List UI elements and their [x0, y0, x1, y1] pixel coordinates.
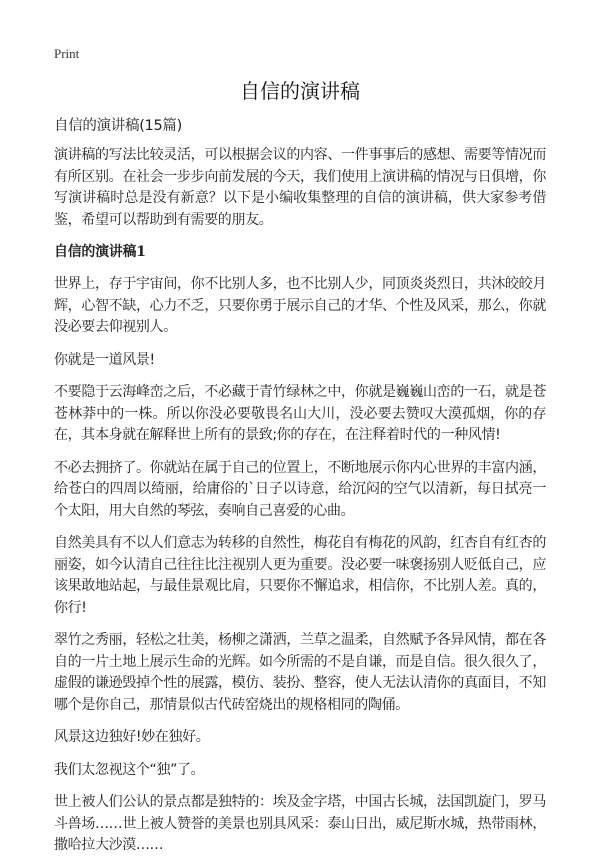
- paragraph: 风景这边独好!妙在独好。: [54, 729, 210, 745]
- paragraph: 翠竹之秀丽，轻松之壮美，杨柳之潇洒，兰草之温柔，自然赋予各异风情，都在各自的一片土地上展示生命的光辉。如今所需的不是自谦，而是自信。很久很久了，虚假的谦逊毁掉个性的展露，模仿、装扮、整容，使人无法认清你的真面目，不知哪个是你自己，那情景似古代砖窑烧出的规格相同的陶俑。: [54, 632, 546, 713]
- paragraph: 你就是一道风景!: [54, 351, 155, 368]
- document-subtitle: 自信的演讲稿(15篇): [54, 118, 182, 134]
- section-heading: 自信的演讲稿1: [54, 244, 146, 260]
- paragraph: 我们太忽视这个“独”了。: [54, 761, 205, 778]
- paragraph: 自然美具有不以人们意志为转移的自然性，梅花自有梅花的风韵，红杏自有红杏的丽姿，如今认清自己往往比注视别人更为重要。没必要一味褒扬别人贬低自己，应该果敢地站起，与最佳景观比肩，只要你不懈追求，相信你，不比别人差。真的，你行!: [54, 535, 546, 616]
- section-1: [54, 242, 546, 857]
- paragraph: 不必去拥挤了。你就站在属于自己的位置上，不断地展示你内心世界的丰富内涵，给苍白的四周以绮丽，给庸俗的`日子以诗意，给沉闷的空气以清新，每日拭亮一个太阳，用大自然的琴弦，奏响自己喜爱的心曲。: [54, 459, 546, 519]
- paragraph: 世界上，存于宇宙间，你不比别人多，也不比别人少，同顶炎炎烈日，共沐皎皎月辉，心智不缺，心力不乏，只要你勇于展示自己的才华、个性及风采，那么，你就没必要去仰视别人。: [54, 276, 546, 335]
- print-link[interactable]: Print: [54, 46, 80, 61]
- paragraph: 不要隐于云海峰峦之后，不必藏于青竹绿林之中，你就是巍巍山峦的一石，就是苍苍林莽中的一株。所以你没必要敬畏名山大川，没必要去赞叹大漠孤烟，你的存在，其本身就在解释世上所有的景致;你的存在，在注释着时代的一种风情!: [54, 384, 546, 443]
- intro-paragraph: 演讲稿的写法比较灵活，可以根据会议的内容、一件事事后的感想、需要等情况而有所区别。在社会一步步向前发展的今天，我们使用上演讲稿的情况与日俱增，你写演讲稿时总是没有新意？以下是小编收集整理的自信的演讲稿，供大家参考借鉴，希望可以帮助到有需要的朋友。: [54, 147, 546, 228]
- document-title: 自信的演讲稿: [240, 79, 360, 103]
- paragraph: 世上被人们公认的景点都是独特的：埃及金字塔，中国古长城，法国凯旋门，罗马斗兽场……世上被人赞誉的美景也别具风采：泰山日出，威尼斯水城，热带雨林，撒哈拉大沙漠……: [54, 794, 546, 853]
- document-body: [54, 116, 546, 868]
